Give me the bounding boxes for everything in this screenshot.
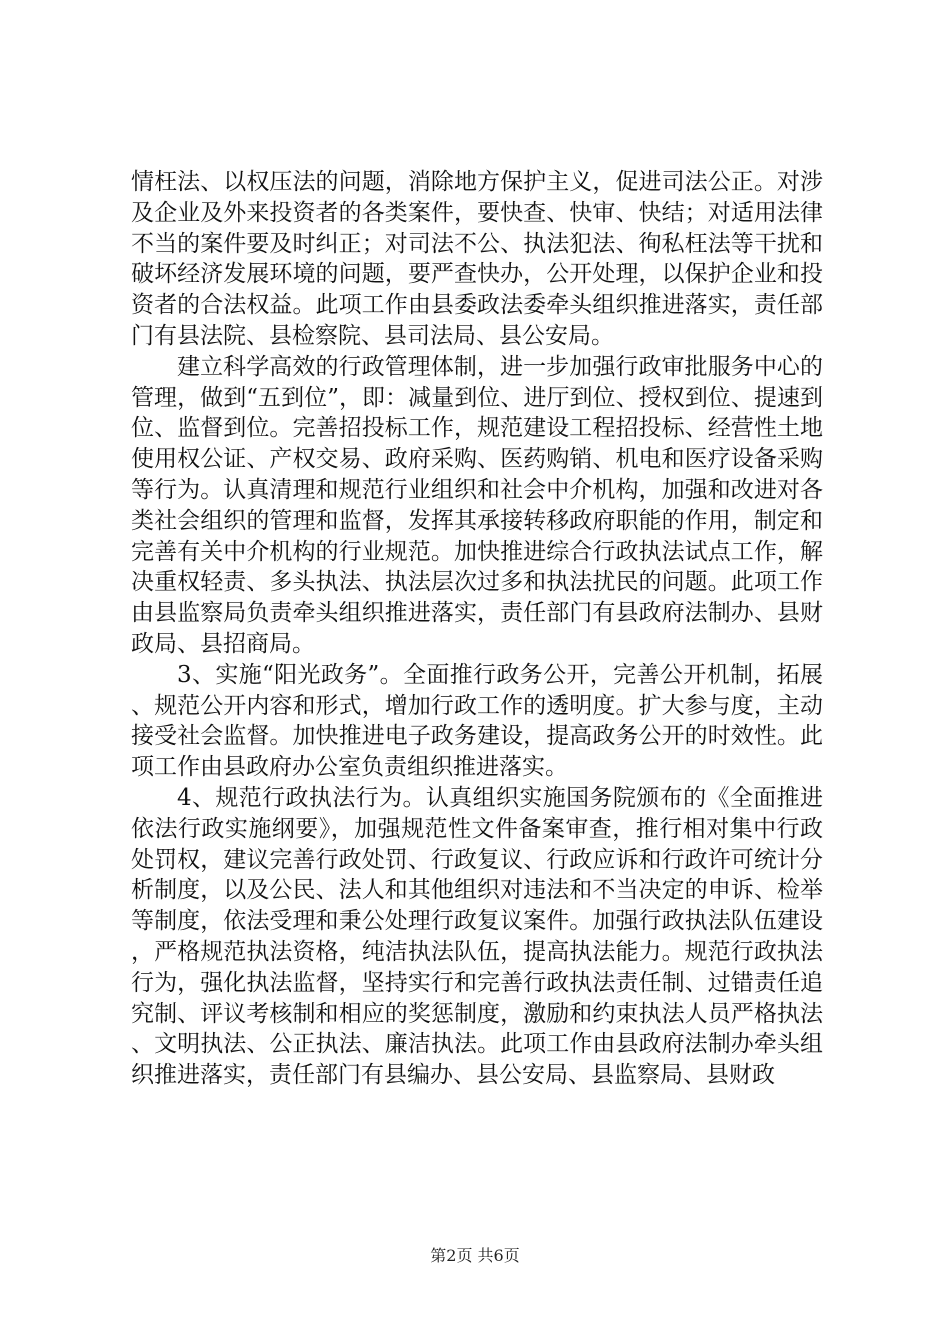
document-body bbox=[131, 167, 823, 1091]
paragraph-continuation: 情枉法、以权压法的问题，消除地方保护主义，促进司法公正。对涉及企业及外来投资者的各类案件，要快查、快审、快结；对适用法律不当的案件要及时纠正；对司法不公、执法犯法、徇私枉法等干扰和破坏经济发展环境的问题，要严查快办，公开处理，以保护企业和投资者的合法权益。此项工作由县委政法委牵头组织推进落实，责任部门有县法院、县检察院、县司法局、县公安局。 bbox=[131, 169, 823, 349]
paragraph-admin-system: 建立科学高效的行政管理体制，进一步加强行政审批服务中心的管理，做到“五到位”，即：减量到位、进厅到位、授权到位、提速到位、监督到位。完善招投标工作，规范建设工程招投标、经营性土地使用权公证、产权交易、政府采购、医药购销、机电和医疗设备采购等行为。认真清理和规范行业组织和社会中介机构，加强和改进对各类社会组织的管理和监督，发挥其承接转移政府职能的作用，制定和完善有关中介机构的行业规范。加快推进综合行政执法试点工作，解决重权轻责、多头执法、执法层次过多和执法扰民的问题。此项工作由县监察局负责牵头组织推进落实，责任部门有县政府法制办、县财政局、县招商局。 bbox=[131, 353, 823, 657]
page-footer: 第2页 共6页 bbox=[430, 1246, 520, 1265]
paragraph-sunshine-affairs: 3、实施“阳光政务”。全面推行政务公开，完善公开机制，拓展、规范公开内容和形式，增加行政工作的透明度。扩大参与度，主动接受社会监督。加快推进电子政务建设，提高政务公开的时效性。此项工作由县政府办公室负责组织推进落实。 bbox=[131, 661, 823, 781]
paragraph-law-enforcement: 4、规范行政执法行为。认真组织实施国务院颁布的《全面推进依法行政实施纲要》，加强规范性文件备案审查，推行相对集中行政处罚权，建议完善行政处罚、行政复议、行政应诉和行政许可统计分析制度，以及公民、法人和其他组织对违法和不当决定的申诉、检举等制度，依法受理和秉公处理行政复议案件。加强行政执法队伍建设，严格规范执法资格，纯洁执法队伍，提高执法能力。规范行政执法行为，强化执法监督，坚持实行和完善行政执法责任制、过错责任追究制、评议考核制和相应的奖惩制度，激励和约束执法人员严格执法、文明执法、公正执法、廉洁执法。此项工作由县政府法制办牵头组织推进落实，责任部门有县编办、县公安局、县监察局、县财政 bbox=[131, 784, 823, 1089]
